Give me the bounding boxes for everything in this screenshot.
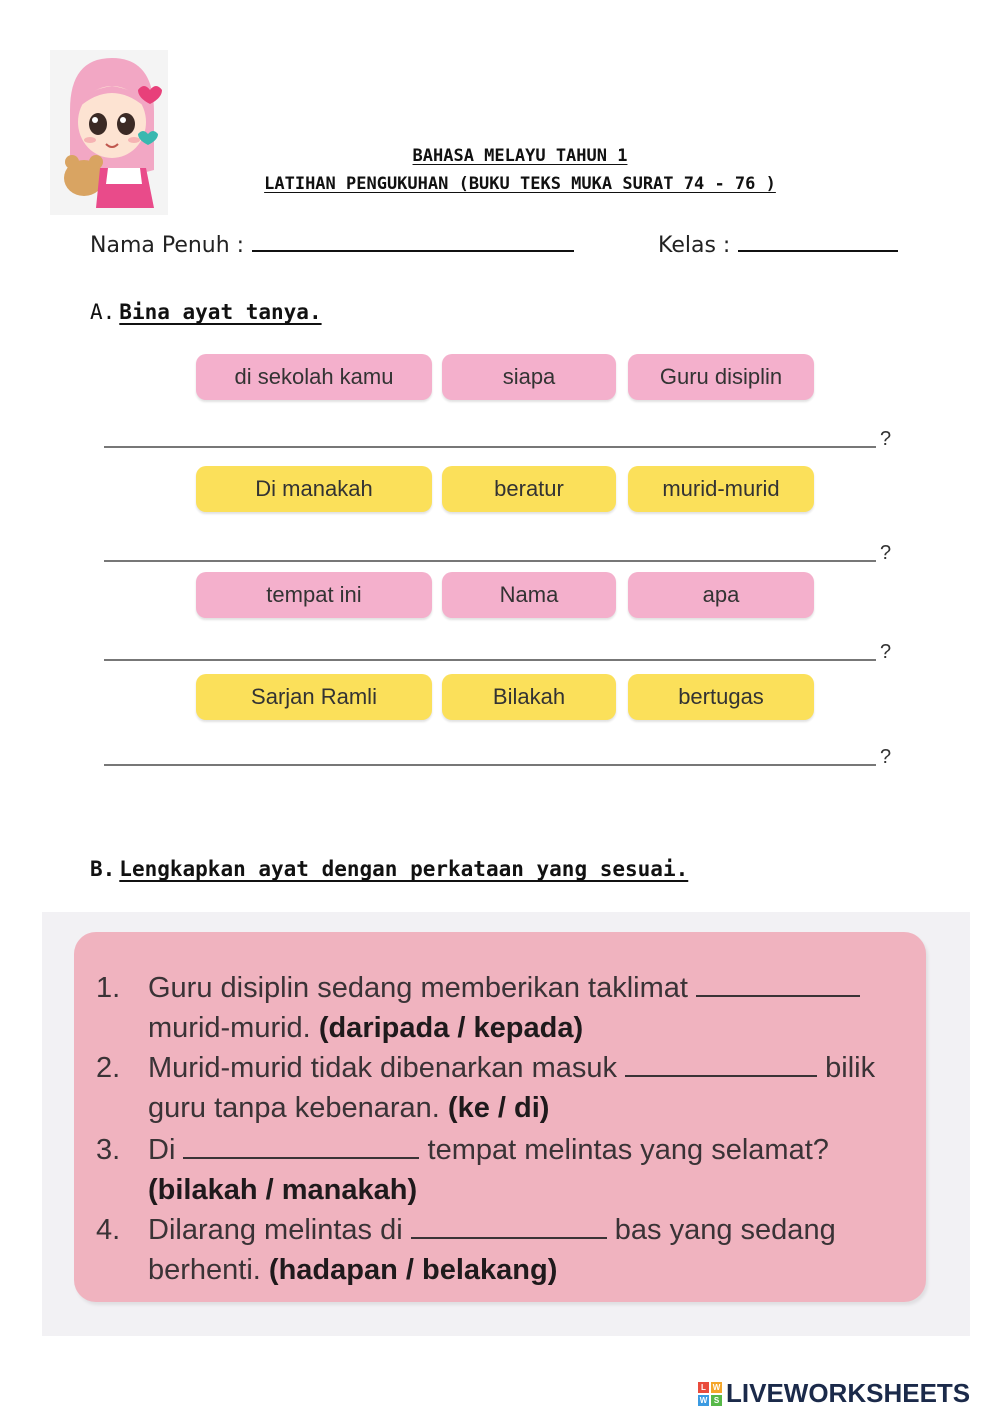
answer-blank-4[interactable] (411, 1215, 607, 1239)
word-chip[interactable]: Guru disiplin (628, 354, 814, 400)
section-b-letter: B. (90, 857, 116, 881)
answer-options: (hadapan / belakang) (268, 1254, 558, 1286)
section-a-heading (90, 300, 322, 324)
class-label: Kelas : (658, 233, 731, 258)
worksheet-title: BAHASA MELAYU TAHUN 1 (412, 146, 628, 166)
answer-options: (bilakah / manakah) (148, 1174, 418, 1206)
question-text: tempat melintas yang selamat? (427, 1134, 829, 1166)
question-mark: ? (880, 641, 892, 663)
question-number: 4. (96, 1214, 121, 1246)
question-number: 1. (96, 972, 121, 1004)
liveworksheets-logo[interactable] (698, 1378, 970, 1409)
word-chip[interactable]: bertugas (628, 674, 814, 720)
class-field-row (658, 232, 898, 258)
question-text: bilik (825, 1052, 876, 1084)
answer-blank-1[interactable] (696, 973, 860, 997)
word-chip[interactable]: tempat ini (196, 572, 432, 618)
fill-in-panel (74, 932, 926, 1302)
class-input-line[interactable] (738, 232, 898, 252)
name-input-line[interactable] (252, 232, 574, 252)
name-field-row (90, 232, 574, 258)
question-text: Murid-murid tidak dibenarkan masuk (148, 1052, 618, 1084)
answer-line-4[interactable] (104, 764, 876, 766)
answer-options: (ke / di) (447, 1092, 550, 1124)
question-mark: ? (880, 542, 892, 564)
word-chip[interactable]: murid-murid (628, 466, 814, 512)
question-number: 3. (96, 1134, 121, 1166)
answer-line-3[interactable] (104, 659, 876, 661)
liveworksheets-icon: L W W S (699, 1382, 721, 1405)
section-a-instruction: Bina ayat tanya. (119, 300, 322, 324)
question-number: 2. (96, 1052, 121, 1084)
answer-line-2[interactable] (104, 560, 876, 562)
question-mark: ? (880, 746, 892, 768)
question-text: Di (148, 1134, 176, 1166)
question-text: Guru disiplin sedang memberikan taklimat (148, 972, 688, 1004)
word-chip[interactable]: Sarjan Ramli (196, 674, 432, 720)
worksheet-subtitle: LATIHAN PENGUKUHAN (BUKU TEKS MUKA SURAT 74 - 76 ) (264, 174, 776, 194)
girl-mascot-illustration (50, 50, 168, 215)
word-chip[interactable]: Di manakah (196, 466, 432, 512)
question-text: Dilarang melintas di (148, 1214, 403, 1246)
word-chip[interactable]: beratur (442, 466, 616, 512)
word-chip[interactable]: Bilakah (442, 674, 616, 720)
answer-options: (daripada / kepada) (318, 1012, 584, 1044)
word-chip[interactable]: di sekolah kamu (196, 354, 432, 400)
question-text: bas yang sedang (614, 1214, 836, 1246)
answer-blank-3[interactable] (183, 1135, 419, 1159)
word-chip[interactable]: siapa (442, 354, 616, 400)
logo-text: LIVEWORKSHEETS (726, 1378, 971, 1408)
question-mark: ? (880, 428, 892, 450)
name-label: Nama Penuh : (90, 233, 245, 258)
answer-blank-2[interactable] (625, 1053, 817, 1077)
section-a-letter: A. (90, 300, 116, 324)
answer-line-1[interactable] (104, 446, 876, 448)
word-chip[interactable]: apa (628, 572, 814, 618)
section-b-instruction: Lengkapkan ayat dengan perkataan yang sesuai. (119, 857, 689, 881)
question-text: murid-murid. (148, 1012, 311, 1044)
question-text: berhenti. (148, 1254, 261, 1286)
question-text: guru tanpa kebenaran. (148, 1092, 440, 1124)
section-b-heading (90, 857, 688, 881)
word-chip[interactable]: Nama (442, 572, 616, 618)
